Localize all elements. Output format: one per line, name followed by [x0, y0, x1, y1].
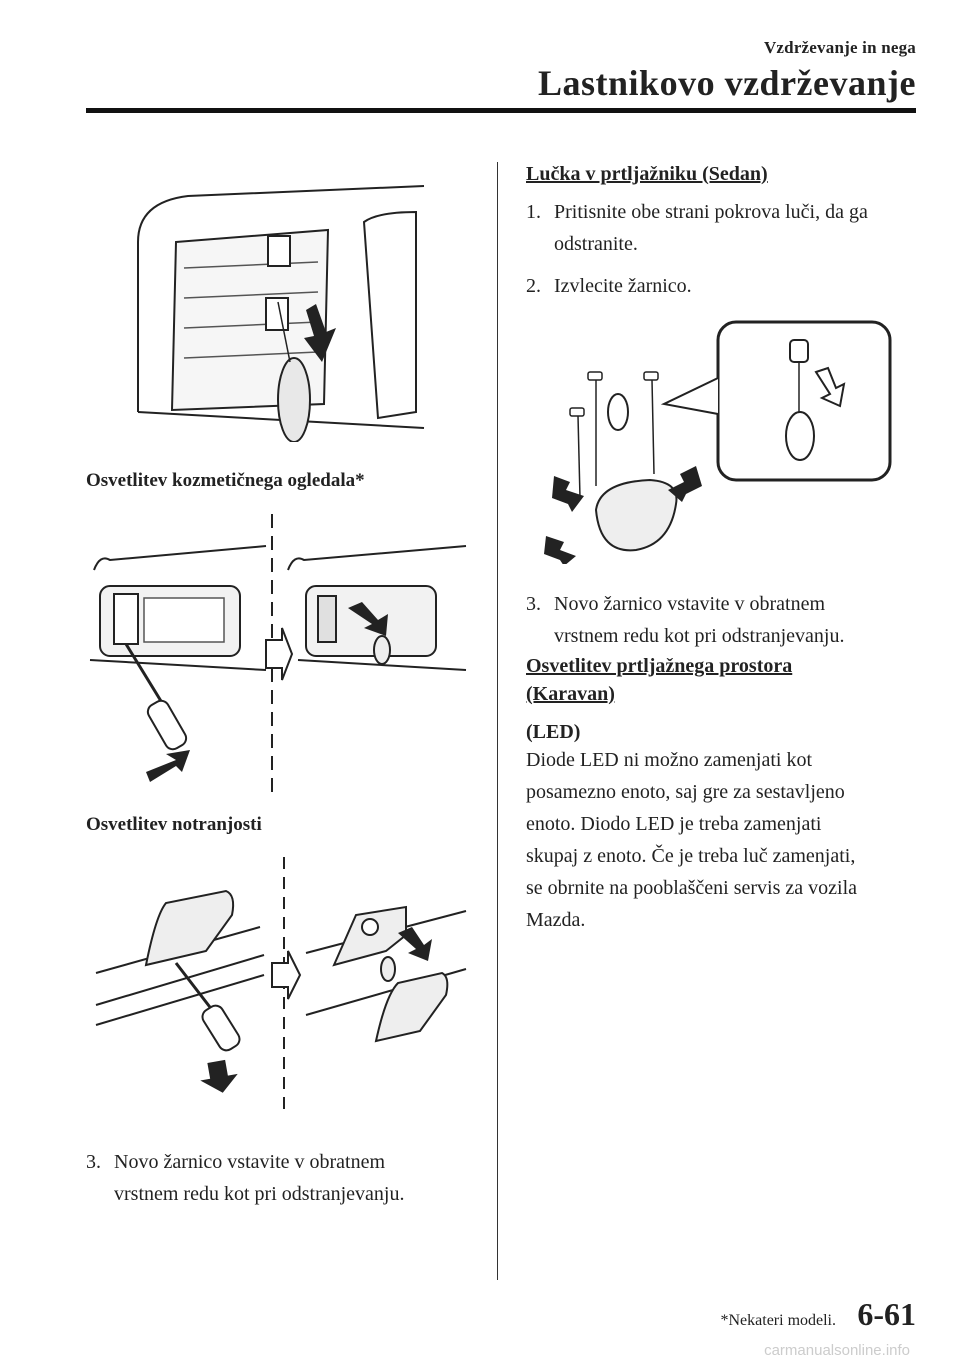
header-rule — [86, 108, 916, 113]
trunk-light-illustration — [540, 318, 896, 564]
cargo-light-heading-line-2: (Karavan) — [526, 683, 615, 705]
caption-vanity: Osvetlitev kozmetičnega ogledala* — [86, 470, 365, 491]
caption-interior: Osvetlitev notranjosti — [86, 814, 262, 835]
left-step-3 — [86, 1146, 486, 1210]
right-step-2-line-1: Izvlecite žarnico. — [554, 275, 692, 297]
led-line-6: Mazda. — [526, 909, 586, 931]
column-divider — [497, 162, 498, 1280]
left-step-3-number: 3. — [86, 1151, 101, 1173]
vanity-mirror-illustration — [128, 182, 428, 442]
right-step-1-line-2: odstranite. — [554, 233, 638, 255]
section-title: Vzdrževanje in nega — [763, 38, 916, 57]
left-step-3-line-1: Novo žarnico vstavite v obratnem — [114, 1151, 386, 1173]
led-paragraph — [526, 744, 926, 936]
trunk-light-heading: Lučka v prtljažniku (Sedan) — [526, 163, 768, 185]
right-step-3 — [526, 588, 926, 652]
right-step-1-line-1: Pritisnite obe strani pokrova luči, da ga — [554, 201, 868, 223]
led-line-4: skupaj z enoto. Če je treba luč zamenjati, — [526, 845, 856, 867]
right-step-3-number: 3. — [526, 593, 541, 615]
right-step-3-line-2: vrstnem redu kot pri odstranjevanju. — [554, 625, 845, 647]
footnote: *Nekateri modeli. — [720, 1312, 836, 1329]
watermark: carmanualsonline.info — [764, 1342, 910, 1359]
led-line-3: enoto. Diodo LED je treba zamenjati — [526, 813, 822, 835]
interior-light-illustration — [86, 510, 476, 800]
right-step-2-number: 2. — [526, 275, 541, 297]
led-line-2: posamezno enoto, saj gre za sestavljeno — [526, 781, 845, 803]
page-number: 6-61 — [857, 1296, 916, 1332]
right-step-2 — [526, 270, 926, 302]
led-label: (LED) — [526, 721, 581, 743]
led-line-1: Diode LED ni možno zamenjati kot — [526, 749, 813, 771]
right-step-1-number: 1. — [526, 201, 541, 223]
right-step-3-line-1: Novo žarnico vstavite v obratnem — [554, 593, 826, 615]
right-step-1 — [526, 196, 926, 260]
interior-light-2-illustration — [86, 855, 476, 1120]
left-step-3-line-2: vrstnem redu kot pri odstranjevanju. — [114, 1183, 405, 1205]
chapter-title: Lastnikovo vzdrževanje — [538, 63, 916, 103]
led-line-5: se obrnite na pooblaščeni servis za vozila — [526, 877, 857, 899]
cargo-light-heading-line-1: Osvetlitev prtljažnega prostora — [526, 655, 793, 677]
